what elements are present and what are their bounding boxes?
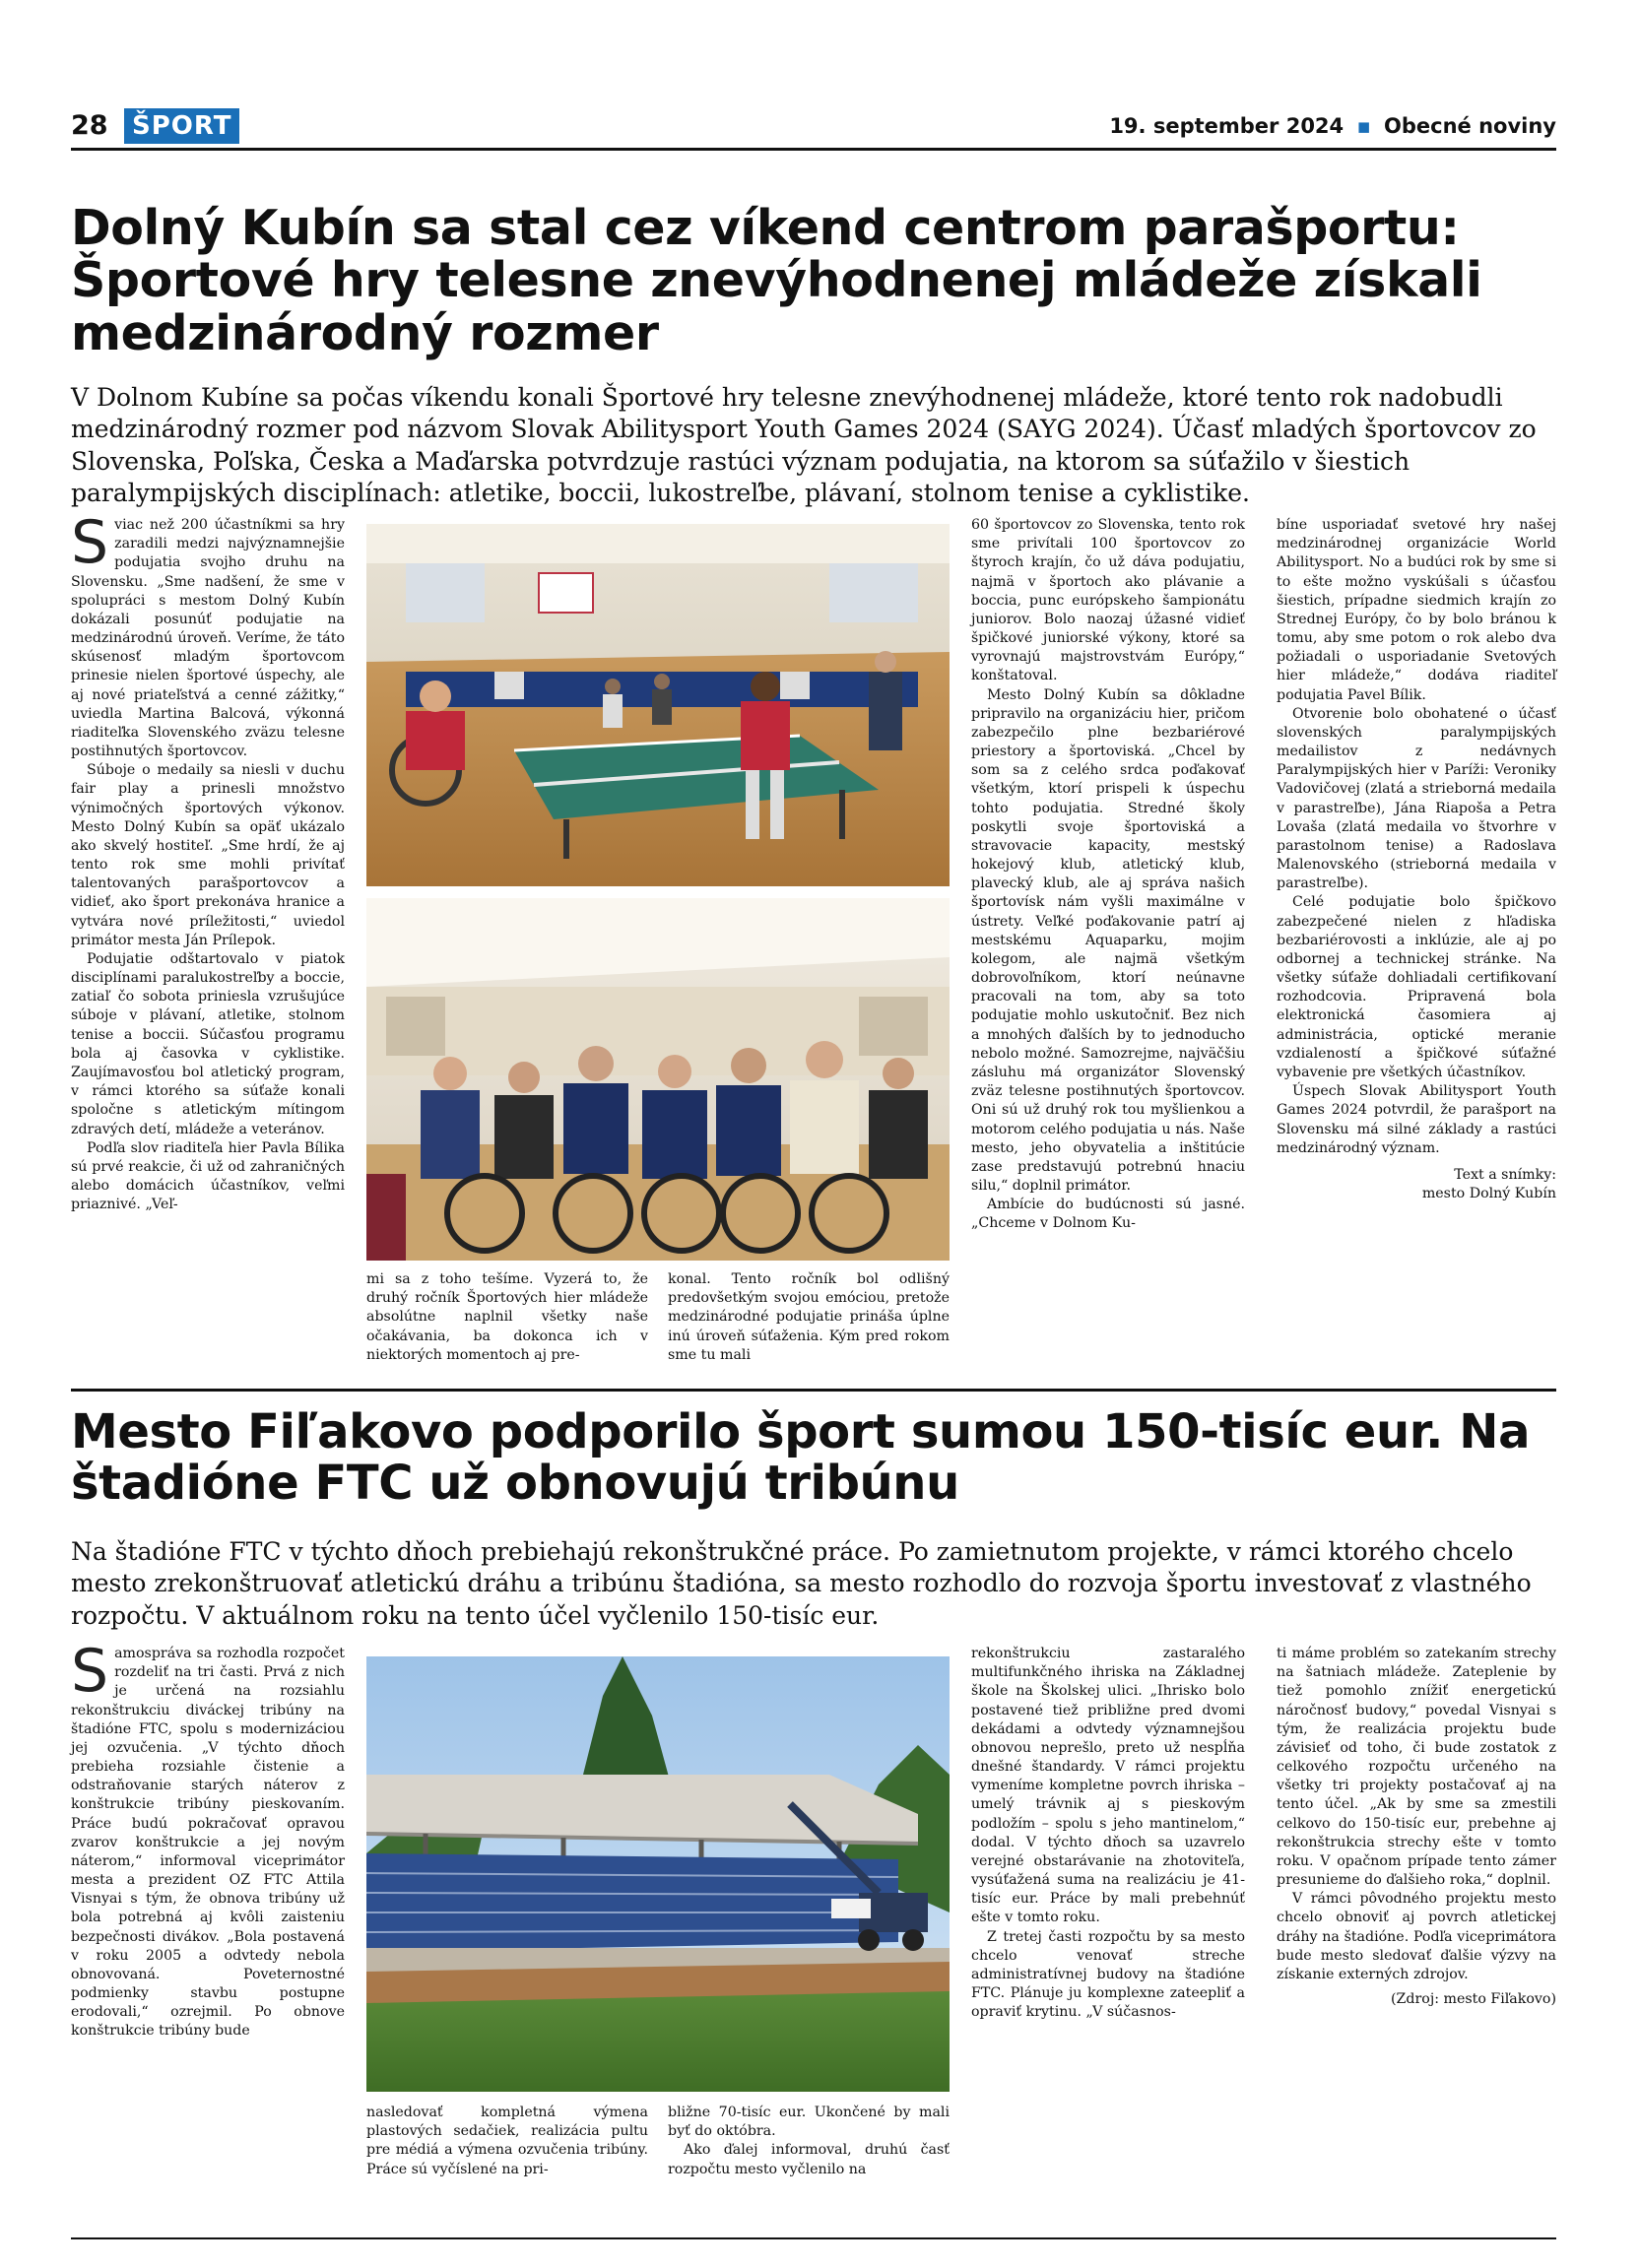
masthead <box>1109 106 1556 146</box>
paragraph: bíne usporiadať svetové hry našej medzinárodnej organizácie World Abilitysport. No a budúci rok by sme si to ešte možno vyskúšali s účasťou šiestich, prípadne siedmich krajín zo Strednej Európy, čo by bolo bránou k tomu, aby sme potom o rok alebo dva požiadali o usporiadanie Svetových hier mládeže,“ dodáva riaditeľ podujatia Pavel Bílik. <box>1277 517 1556 703</box>
paragraph: V rámci pôvodného projektu mesto chcelo obnoviť aj povrch atletickej dráhy na štadióne. Podľa viceprimátora bude mesto sledovať ďalšie výzvy na získanie externých zdrojov. <box>1277 1891 1556 1982</box>
paragraph: Otvorenie bolo obohatené o účasť slovenských paralympijských medailistov z nedávnych Paralympijských hier v Paríži: Veroniky Vadovičovej (zlatá a strieborná medaila v parastreľbe), Jána Riapoša a Petra Lovaša (zlatá medaila vo štvorhre v parastolnom tenise) a Radoslava Malenovského (strieborná medaila v parastreľbe). <box>1277 705 1556 892</box>
paragraph: Podujatie odštartovalo v piatok disciplínami paralukostreľby a boccie, zatiaľ čo sobota priniesla vzrušujúce súboje v plávaní, atletike, stolnom tenise a boccii. Súčasťou programu bola aj časovka v cyklistike. Zaujímavosťou bol atletický program, v rámci ktorého sa súťaže konali spoločne s atletickým mítingom zdravých detí, mládeže a veteránov. <box>71 950 345 1137</box>
ceremony-illustration <box>366 898 950 1261</box>
source-credit: (Zdroj: mesto Fiľakovo) <box>1391 1991 1556 2008</box>
article1-column-3 <box>668 1270 950 1365</box>
paragraph: bližne 70-tisíc eur. Ukončené by mali byť do októbra. <box>668 2105 950 2140</box>
paragraph: Súboje o medaily sa niesli v duchu fair play a prinesli množstvo výnimočných športových výkonov. Mesto Dolný Kubín sa opäť ukázalo ako skvelý hostiteľ. „Sme hrdí, že aj tento rok sme mohli privítať talentovaných parašportovcov a vidieť, ako šport prekonáva hranice a vytvára nové príležitosti,“ uviedol primátor mesta Ján Prílepok. <box>71 762 345 948</box>
article2-column-5 <box>1277 1645 1556 2009</box>
publication-name: Obecné noviny <box>1384 114 1556 138</box>
article2-column-3 <box>668 2104 950 2179</box>
bottom-rule <box>71 2237 1556 2239</box>
paragraph: mi sa z toho tešíme. Vyzerá to, že druhý ročník Športových hier mládeže absolútne naplnil všetky naše očakávania, ba dokonca ich v niektorých momentoch aj pre- <box>366 1271 648 1363</box>
paragraph: konal. Tento ročník bol odlišný predovšetkým svojou emóciou, pretože medzinárodné podujatie prináša úplne inú úroveň súťaženia. Kým pred rokom sme tu mali <box>668 1271 950 1363</box>
header-rule <box>71 148 1556 151</box>
issue-date: 19. september 2024 <box>1109 114 1345 138</box>
paragraph: Ako ďalej informoval, druhú časť rozpočtu mesto vyčlenilo na <box>668 2142 950 2177</box>
article1-headline: Dolný Kubín sa stal cez víkend centrom parašportu: Športové hry telesne znevýhodnenej mládeže získali medzinárodný rozmer <box>71 200 1482 361</box>
table-tennis-illustration <box>366 524 950 886</box>
paragraph: nasledovať kompletná výmena plastových sedačiek, realizácia pultu pre médiá a výmena ozvučenia tribúny. Práce sú vyčíslené na pri- <box>366 2105 648 2177</box>
dropcap: S <box>71 1637 109 1706</box>
paragraph: 60 športovcov zo Slovenska, tento rok sme privítali 100 športovcov zo štyroch krajín, čo už dáva podujatiu, najmä v športoch ako plávanie a boccia, punc európskeho šampionátu juniorov. Bolo naozaj úžasné vidieť špičkové juniorské výkony, ktoré sa vyrovnajú majstrovstvám Európy,“ konštatoval. <box>971 517 1245 684</box>
stadium-tribune-photo <box>366 1656 950 2092</box>
paragraph: ti máme problém so zatekaním strechy na šatniach mládeže. Zateplenie by tiež pomohlo znížiť energetickú náročnosť budovy,“ povedal Visnyai s tým, že realizácia projektu bude závisieť od toho, či bude zostatok z celkového rozpočtu určeného na všetky tri projekty postačovať aj na tento účel. „Ak by sme sa zmestili celkovo do 150-tisíc eur, prebehne aj rekonštrukcia strechy ešte v tomto roku. V opačnom prípade tento zámer presunieme do ďalšieho roka,“ doplnil. <box>1277 1646 1556 1889</box>
page-number: 28 <box>71 110 108 141</box>
opening-ceremony-photo <box>366 898 950 1261</box>
paragraph: Celé podujatie bolo špičkovo zabezpečené nielen z hľadiska bezbariérovosti a inklúzie, ale aj po odbornej a technickej stránke. Na všetky súťaže dohliadali certifikovaní rozhodcovia. Pripravená bola elektronická časomiera aj administrácia, optické meranie vzdialeností a špičkové súťažné vybavenie pre všetkých účastníkov. <box>1277 894 1556 1080</box>
paragraph: viac než 200 účastníkmi sa hry zaradili medzi najvýznamnejšie podujatia svojho druhu na Slovensku. „Sme nadšení, že sme v spolupráci s mestom Dolný Kubín dokázali posunúť podujatie na medzinárodnú úroveň. Veríme, že táto skúsenosť mladým športovcom prinesie nielen športové úspechy, ale aj nové priateľstvá a cenné zážitky,“ uviedla Martina Balcová, výkonná riaditeľka Slovenského zväzu telesne postihnutých športovcov. <box>71 517 345 760</box>
paragraph: Z tretej časti rozpočtu by sa mesto chcelo venovať streche administratívnej budovy na štadióne FTC. Plánuje ju komplexne zateepliť a opraviť krytinu. „V súčasnos- <box>971 1928 1245 2021</box>
article1-column-4 <box>971 516 1245 1234</box>
article1-lead: V Dolnom Kubíne sa počas víkendu konali Športové hry telesne znevýhodnenej mládeže, ktoré tento rok nadobudli medzinárodný rozmer pod názvom Slovak Abilitysport Youth Games 2024 (SAYG 2024). Účasť mladých športovcov zo Slovenska, Poľska, Česka a Maďarska potvrdzuje rastúci význam podujatia, na ktorom sa súťažilo v šiestich paralympijských disciplínach: atletike, boccii, lukostreľbe, plávaní, stolnom tenise a cyklistike. <box>71 383 1537 507</box>
paragraph: rekonštrukciu zastaralého multifunkčného ihriska na Základnej škole na Školskej ulici. „Ihrisko bolo postavené tiež približne pred dvomi dekádami a odvtedy významnejšou obnovou neprešlo, preto už nespĺňa dnešné štandardy. V rámci projektu vymeníme kompletne povrch ihriska – umelý trávnik aj s pieskovým podložím – spolu s jeho mantinelom,“ dodal. V týchto dňoch sa uzavrelo verejné obstarávanie na zhotoviteľa, vysúťažená suma na realizáciu je 41-tisíc eur. Práce by mali prebehnúť ešte v tomto roku. <box>971 1646 1245 1926</box>
separator-dot: ▪ <box>1356 114 1371 138</box>
paragraph: Podľa slov riaditeľa hier Pavla Bílika sú prvé reakcie, či už od zahraničných alebo domácich účastníkov, veľmi priaznivé. „Veľ- <box>71 1139 345 1213</box>
article2-column-4 <box>971 1645 1245 2022</box>
article2-column-2 <box>366 2104 648 2179</box>
article-divider <box>71 1389 1556 1392</box>
article2-column-1 <box>71 1637 345 2041</box>
paragraph: Úspech Slovak Abilitysport Youth Games 2024 potvrdil, že parašport na Slovensku má silné základy a rastúci medzinárodný význam. <box>1277 1083 1556 1156</box>
paragraph: Mesto Dolný Kubín sa dôkladne pripravilo na organizáciu hier, pričom zabezpečilo plne bezbariérové priestory a športoviská. „Chcel by som sa z celého srdca poďakovať všetkým, ktorí prispeli k úspechu tohto podujatia. Stredné školy poskytli svoje športoviská a stravovacie kapacity, mestský hokejový klub, atletický klub, plavecký klub, ale aj správa našich športovísk nám vyšli maximálne v ústrety. Veľké poďakovanie patrí aj mestskému Aquaparku, mojim kolegom, ale najmä všetkým dobrovoľníkom, ktorí neúnavne pracovali na tom, aby sa toto podujatie mohlo uskutočniť. Bez nich a mnohých ďalších by to jednoducho nebolo možné. Samozrejme, najväčšiu zásluhu má organizátor Slovenský zväz telesne postihnutých športovcov. Oni sú už druhý rok tou myšlienkou a motorom celého podujatia u nás. Naše mesto, jeho obyvatelia a inštitúcie zase predstavujú potrebnú hnaciu silu,“ doplnil primátor. <box>971 686 1245 1195</box>
dropcap: S <box>71 508 109 577</box>
photo-credit-source: mesto Dolný Kubín <box>1421 1186 1556 1202</box>
stadium-illustration <box>366 1656 950 2092</box>
article2-lead: Na štadióne FTC v týchto dňoch prebiehajú rekonštrukčné práce. Po zamietnutom projekte, v rámci ktorého chcelo mesto zrekonštruovať atletickú dráhu a tribúnu štadióna, sa mesto rozhodlo do rozvoja športu investovať z vlastného rozpočtu. V aktuálnom roku na tento účel vyčlenilo 150-tisíc eur. <box>71 1537 1532 1630</box>
article2-headline: Mesto Fiľakovo podporilo šport sumou 150-tisíc eur. Na štadióne FTC už obnovujú tribúnu <box>71 1404 1531 1512</box>
article1-column-5 <box>1277 516 1556 1203</box>
article1-column-1 <box>71 508 345 1214</box>
paragraph: Ambície do budúcnosti sú jasné. „Chceme v Dolnom Ku- <box>971 1197 1245 1232</box>
section-label: ŠPORT <box>124 108 239 144</box>
paragraph: amospráva sa rozhodla rozpočet rozdeliť na tri časti. Prvá z nich je určená na rozsiahlu rekonštrukciu diváckej tribúny na štadióne FTC, spolu s modernizáciou jej ozvučenia. „V týchto dňoch prebieha rozsiahle čistenie a odstraňovanie starých náterov z konštrukcie tribúny pieskovaním. Práce budú pokračovať opravou zvarov konštrukcie a jej novým náterom,“ informoval viceprimátor mesta a prezident OZ FTC Attila Visnyai s tým, že obnova tribúny už bola potrebná aj kvôli zaisteniu bezpečnosti divákov. „Bola postavená v roku 2005 a odvtedy nebola obnovovaná. Poveternostné podmienky stavbu postupne erodovali,“ ozrejmil. Po obnove konštrukcie tribúny bude <box>71 1646 345 2040</box>
page-header <box>71 106 1556 146</box>
photo-credit-label: Text a snímky: <box>1454 1166 1556 1183</box>
table-tennis-photo <box>366 524 950 886</box>
article1-column-2 <box>366 1270 648 1365</box>
